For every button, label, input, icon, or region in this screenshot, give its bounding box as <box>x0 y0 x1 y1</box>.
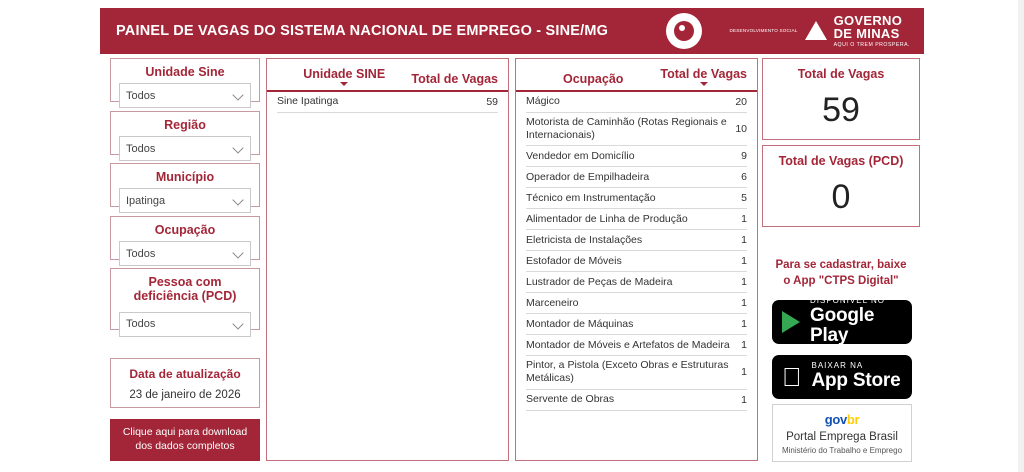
update-date-value: 23 de janeiro de 2026 <box>129 389 241 401</box>
filter-pcd-select[interactable] <box>119 312 251 337</box>
page-scrollbar[interactable] <box>1018 0 1024 472</box>
app-store-label: App Store <box>792 369 881 391</box>
ctps-line-2: o App "CTPS Digital" <box>783 274 899 287</box>
col-unidade-sine[interactable] <box>277 67 411 86</box>
row-value: 1 <box>741 393 747 406</box>
filter-unidade-sine-label: Unidade Sine <box>145 65 225 79</box>
google-play-small-label: DISPONÍVEL NO <box>810 295 885 305</box>
govbr-gov-text: gov <box>824 411 847 427</box>
govbr-logo <box>825 412 860 427</box>
kpi-total-vagas-value: 59 <box>822 90 860 129</box>
row-value: 1 <box>741 318 747 331</box>
table-row[interactable] <box>526 356 747 389</box>
sort-caret-icon <box>700 82 708 86</box>
portal-title: Portal Emprega Brasil <box>786 430 898 443</box>
col-unidade-sine-label: Unidade SINE <box>303 67 386 81</box>
portal-emprega-brasil-card[interactable] <box>772 404 912 462</box>
table-row[interactable] <box>526 390 747 411</box>
google-play-badge[interactable] <box>772 295 912 347</box>
col-ocupacao[interactable]: Ocupação <box>562 72 624 86</box>
row-label: Pintor, a Pistola (Exceto Obras e Estruturas Metálicas) <box>526 359 729 385</box>
triangle-icon <box>805 21 827 40</box>
filter-ocupacao <box>110 216 260 260</box>
filter-municipio-value: Ipatinga <box>126 194 166 207</box>
portal-subtitle: Ministério do Trabalho e Emprego <box>781 445 903 455</box>
secretaria-label: DESENVOLVIMENTO SOCIAL <box>729 28 798 34</box>
row-label: Alimentador de Linha de Produção <box>526 212 688 225</box>
row-label: Montador de Móveis e Artefatos de Madeira <box>526 338 730 351</box>
google-play-icon <box>782 311 800 333</box>
filter-municipio-select[interactable] <box>119 188 251 213</box>
filter-municipio <box>110 163 260 207</box>
table-row[interactable] <box>526 314 747 335</box>
filter-regiao-select[interactable] <box>119 136 251 161</box>
app-store-badge[interactable] <box>772 355 912 399</box>
page-header <box>100 8 924 54</box>
filter-regiao-label: Região <box>164 118 206 132</box>
page-title: PAINEL DE VAGAS DO SISTEMA NACIONAL DE EMPREGO - SINE/MG <box>116 23 609 39</box>
table-row[interactable] <box>526 293 747 314</box>
col-total-vagas[interactable]: Total de Vagas <box>411 72 498 86</box>
table-row[interactable] <box>526 251 747 272</box>
apple-icon <box>782 364 802 390</box>
table-row[interactable] <box>526 335 747 356</box>
row-value: 1 <box>741 339 747 352</box>
row-label: Mágico <box>526 95 560 108</box>
filter-unidade-sine-select[interactable] <box>119 83 251 108</box>
chevron-down-icon <box>233 90 244 101</box>
filter-regiao <box>110 111 260 155</box>
table-row[interactable] <box>526 146 747 167</box>
ocupacao-table-header <box>516 59 757 92</box>
row-label: Eletricista de Instalações <box>526 233 643 246</box>
unidade-sine-rows <box>267 92 508 113</box>
chevron-down-icon <box>233 195 244 206</box>
kpi-total-vagas-label: Total de Vagas <box>797 67 885 81</box>
row-label: Estofador de Móveis <box>526 254 622 267</box>
download-button[interactable]: Clique aqui para download dos dados completos <box>110 419 260 461</box>
app-store-small-label: BAIXAR NA <box>792 361 844 371</box>
row-label: Sine Ipatinga <box>277 95 339 108</box>
kpi-total-vagas-pcd-value: 0 <box>831 177 851 216</box>
chevron-down-icon <box>233 319 244 330</box>
ocupacao-table <box>515 58 758 461</box>
filter-ocupacao-select[interactable] <box>119 241 251 266</box>
row-value: 1 <box>741 366 747 379</box>
kpi-total-vagas-pcd <box>762 145 920 227</box>
row-value: 20 <box>735 96 747 108</box>
gov-tagline: AQUI O TREM PROSPERA. <box>833 41 910 48</box>
col-total-vagas-ocupacao[interactable] <box>660 67 747 86</box>
ocupacao-rows <box>516 92 757 411</box>
sort-caret-icon <box>340 82 348 86</box>
table-row[interactable] <box>526 113 747 146</box>
filter-municipio-label: Município <box>155 170 215 184</box>
update-date-label: Data de atualização <box>129 367 241 381</box>
left-rail <box>0 0 100 472</box>
filter-pcd <box>110 268 260 330</box>
unidade-sine-table <box>266 58 509 461</box>
filter-ocupacao-value: Todos <box>126 247 156 260</box>
kpi-total-vagas <box>762 58 920 140</box>
table-row[interactable] <box>526 272 747 293</box>
row-label: Vendedor em Domicílio <box>526 149 635 162</box>
table-row[interactable] <box>526 209 747 230</box>
row-label: Operador de Empilhadeira <box>526 170 650 183</box>
col-total-vagas-ocupacao-label: Total de Vagas <box>660 67 747 81</box>
governo-de-minas-logo <box>730 14 910 49</box>
row-value: 10 <box>735 123 747 136</box>
filter-regiao-value: Todos <box>126 142 156 155</box>
table-row[interactable] <box>526 188 747 209</box>
filter-unidade-sine-value: Todos <box>126 89 156 102</box>
govbr-br-text: br <box>846 411 860 427</box>
gov-line-2: DE MINAS <box>833 26 900 42</box>
filter-ocupacao-label: Ocupação <box>154 223 216 237</box>
row-value: 59 <box>486 96 498 108</box>
row-label: Servente de Obras <box>526 392 615 405</box>
row-value: 1 <box>741 234 747 247</box>
ctps-line-1: Para se cadastrar, baixe <box>775 259 907 271</box>
table-row[interactable] <box>526 92 747 113</box>
filter-unidade-sine <box>110 58 260 102</box>
row-value: 1 <box>741 255 747 268</box>
row-label: Lustrador de Peças de Madeira <box>526 275 673 288</box>
chevron-down-icon <box>233 248 244 259</box>
row-value: 1 <box>741 213 747 226</box>
gov-line-1: GOVERNO <box>833 12 903 28</box>
row-value: 9 <box>741 150 747 163</box>
row-value: 1 <box>741 297 747 310</box>
table-row[interactable] <box>526 230 747 251</box>
table-row[interactable] <box>277 92 498 113</box>
unidade-sine-table-header <box>267 59 508 92</box>
row-label: Marceneiro <box>526 296 579 309</box>
row-label: Técnico em Instrumentação <box>526 191 656 204</box>
ctps-instruction <box>756 258 926 289</box>
update-date-card <box>110 358 260 408</box>
row-value: 1 <box>741 276 747 289</box>
row-label: Montador de Máquinas <box>526 317 634 330</box>
table-row[interactable] <box>526 167 747 188</box>
row-label: Motorista de Caminhão (Rotas Regionais e Internacionais) <box>526 116 727 142</box>
google-play-label: Google Play <box>810 304 875 347</box>
row-value: 6 <box>741 171 747 184</box>
row-value: 5 <box>741 192 747 205</box>
filter-pcd-label: Pessoa com deficiência (PCD) <box>133 275 237 304</box>
kpi-total-vagas-pcd-label: Total de Vagas (PCD) <box>778 154 904 168</box>
chevron-down-icon <box>233 143 244 154</box>
filter-pcd-value: Todos <box>126 318 156 331</box>
sine-logo-icon <box>666 13 702 49</box>
